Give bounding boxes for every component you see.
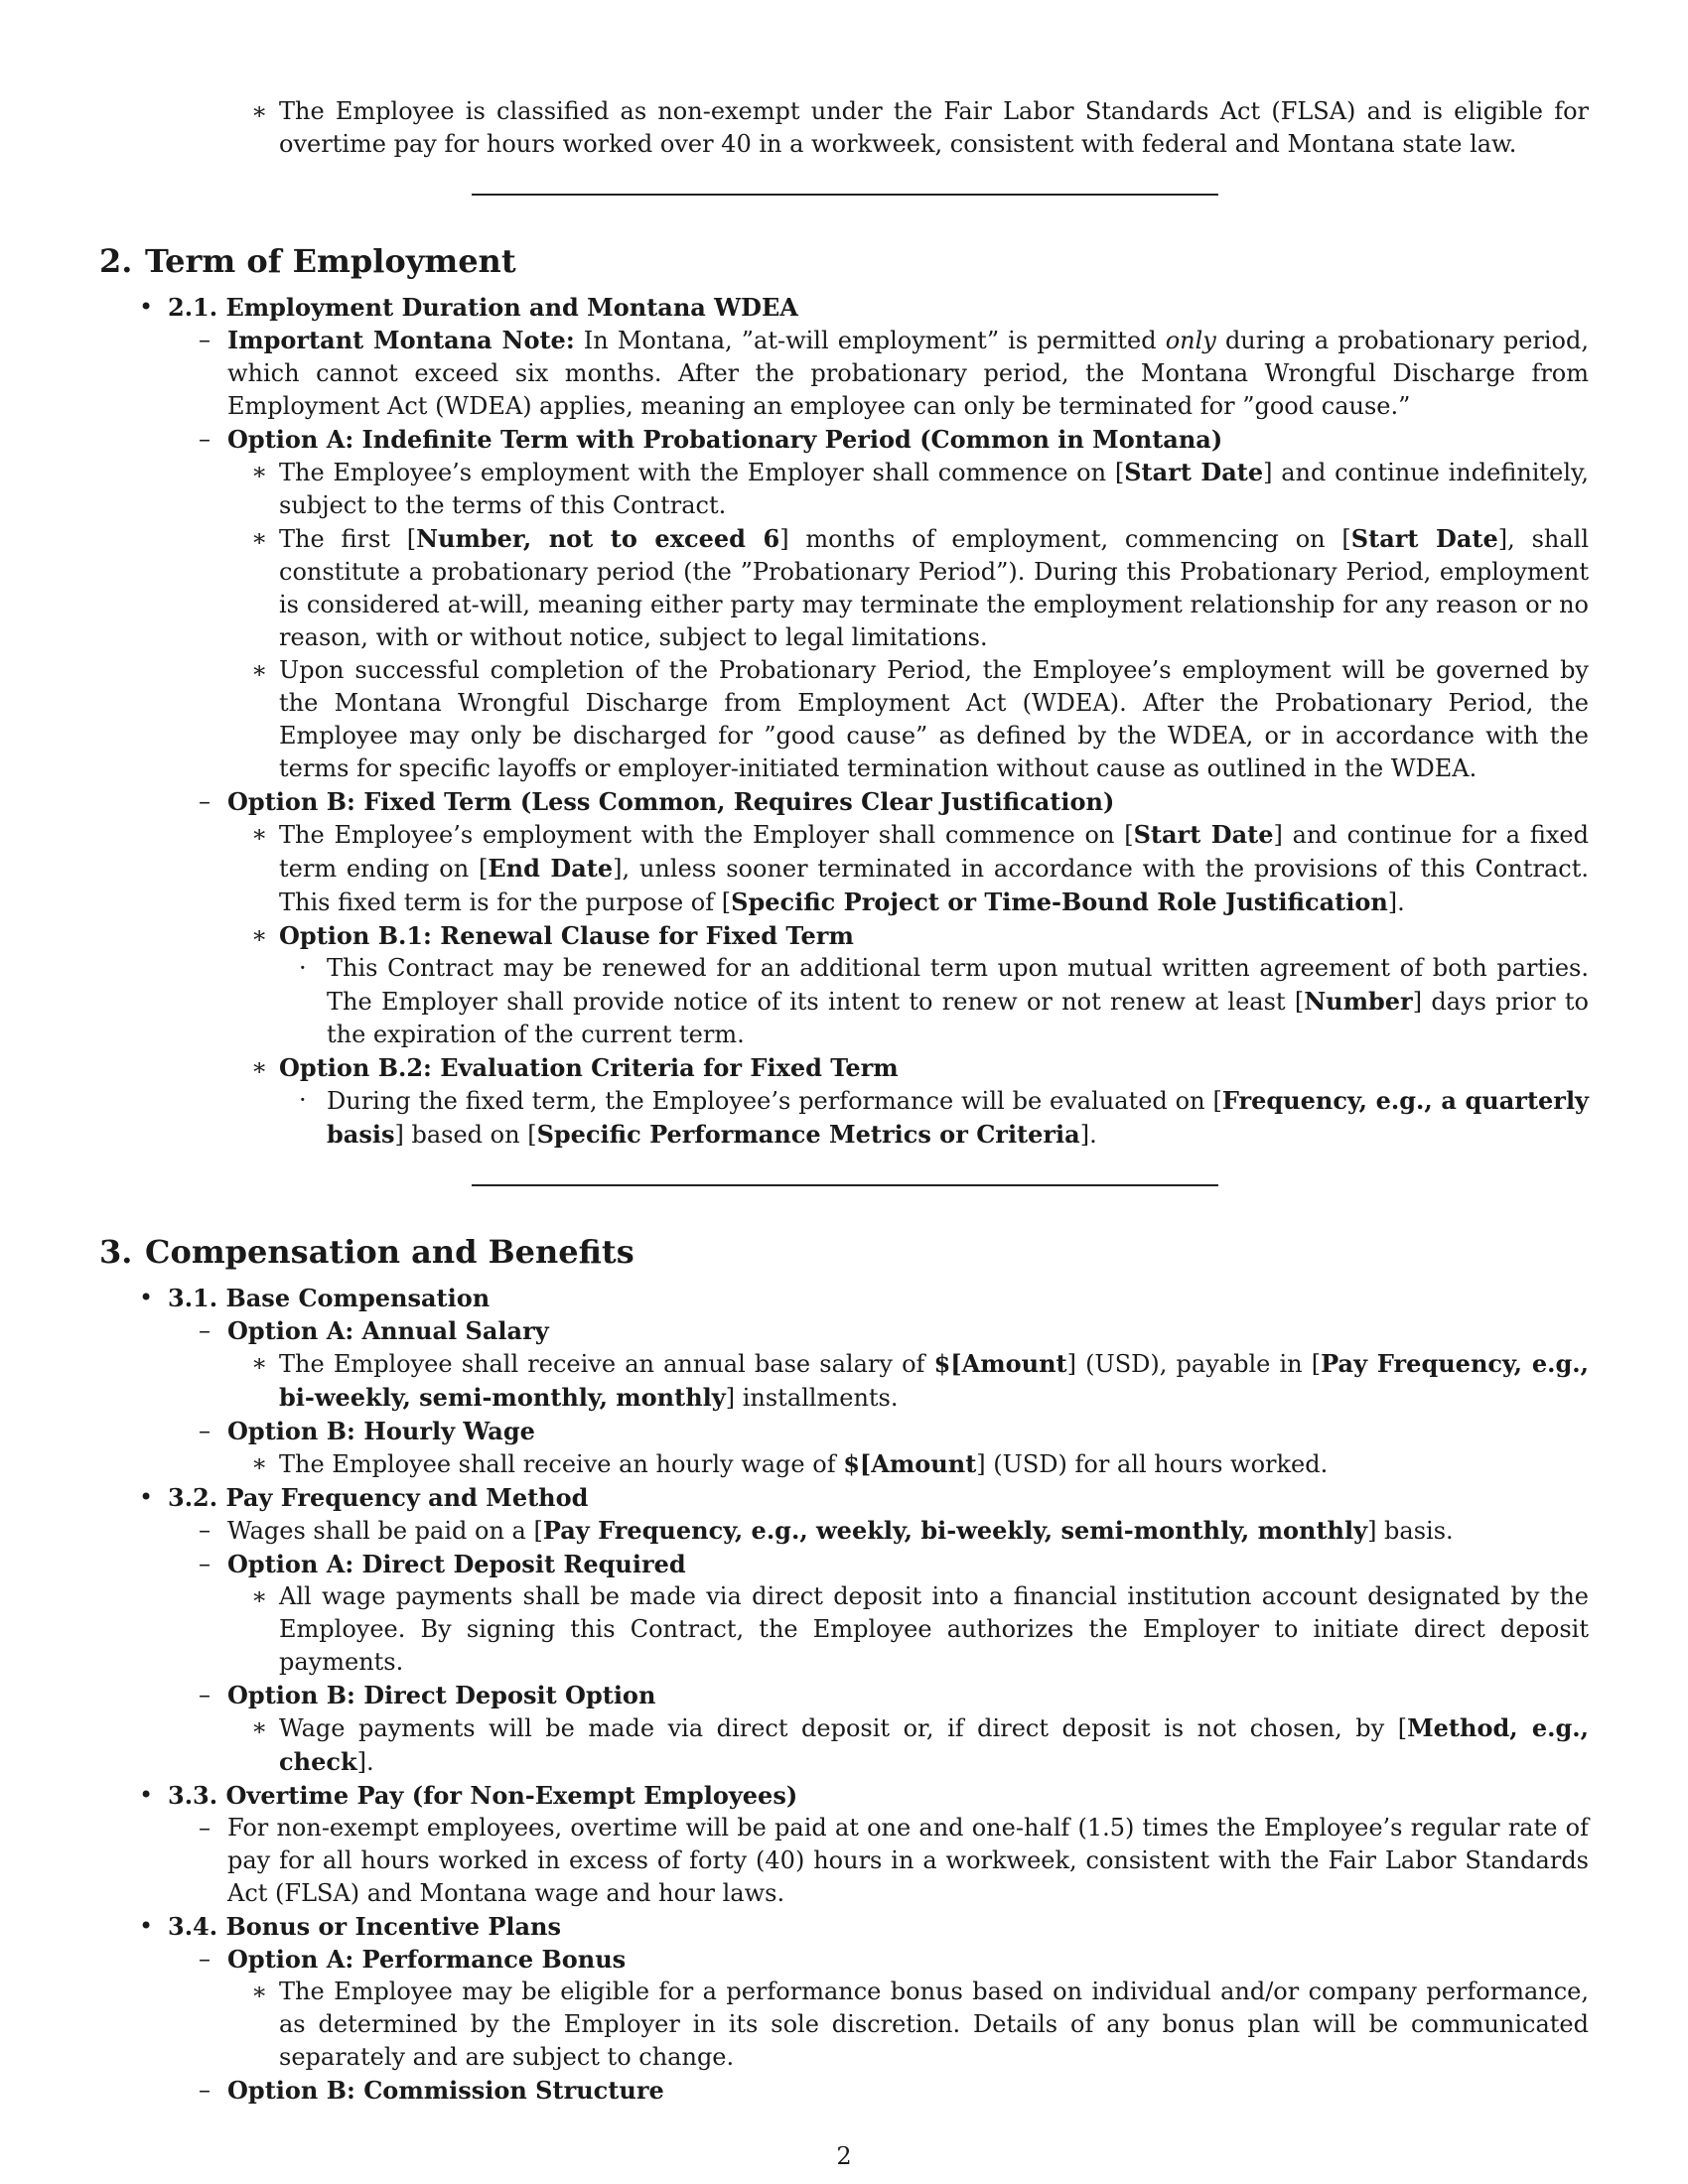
clause-text: ] based on [ — [394, 1121, 537, 1149]
note-text: during a probationary period, which cannot exceed six months. After the probationary period, the Montana Wrongful Discharge from Employment Act (WDEA) applies, meaning an employee can only be terminated for ”good cause.” — [227, 327, 1590, 420]
dash-marker: – — [199, 1516, 211, 1544]
clause-text: ]. — [356, 1748, 374, 1776]
list-item — [99, 522, 1589, 654]
star-marker: ∗ — [251, 1713, 268, 1741]
option-title: Option A: Direct Deposit Required — [227, 1550, 686, 1578]
page-number: 2 — [836, 2142, 852, 2170]
option-title: Option B: Fixed Term (Less Common, Requires Clear Justification) — [227, 787, 1115, 816]
subsection-title: 2.1. Employment Duration and Montana WDEA — [168, 293, 798, 322]
placeholder-field: Start Date — [1124, 458, 1264, 486]
placeholder-field: Start Date — [1350, 524, 1498, 553]
subsection-heading — [99, 1481, 1589, 1514]
clause-text: The Employee shall receive an hourly wage of — [279, 1450, 844, 1478]
clause-text: This Contract may be renewed for an additional term upon mutual written agreement of both parties. The Employer shall provide notice of its intent to renew or not renew at least [ — [327, 954, 1589, 1016]
section-divider — [472, 1184, 1218, 1186]
bullet-marker: • — [139, 1912, 154, 1940]
option-title: Option B: Commission Structure — [227, 2076, 664, 2105]
list-item — [99, 1347, 1589, 1415]
section-title: Term of Employment — [145, 242, 516, 280]
option-heading — [99, 1051, 1589, 1084]
option-heading — [99, 1548, 1589, 1580]
dot-marker: · — [299, 1086, 307, 1114]
star-marker: ∗ — [251, 524, 268, 552]
placeholder-field: Start Date — [1133, 820, 1274, 849]
clause-text: ] installments. — [725, 1384, 899, 1412]
section-number: 2. — [99, 242, 133, 280]
emphasis-text: only — [1165, 327, 1216, 354]
clause-text: ], unless sooner terminated in accordance with the provisions of this Contract. This fixed term is for the purpose of [ — [279, 855, 1589, 916]
clause-text: ]. — [1387, 888, 1405, 916]
list-item — [99, 1084, 1589, 1152]
clause-text: ] (USD) for all hours worked. — [976, 1450, 1329, 1478]
clause-text: Upon successful completion of the Probationary Period, the Employee’s employment will be governed by the Montana Wrongful Discharge from Employment Act (WDEA). After the Probationary Period, the Employee may only be discharged for ”good cause” as defined by the WDEA, or in accordance with the terms for specific layoffs or employer-initiated termination without cause as outlined in the WDEA. — [279, 656, 1589, 782]
star-marker: ∗ — [251, 1053, 268, 1081]
clause-text: Wages shall be paid on a [ — [227, 1517, 543, 1545]
subsection-heading — [99, 1282, 1589, 1314]
list-item — [99, 1711, 1589, 1779]
subsection-heading — [99, 1910, 1589, 1943]
clause-text: ] and continue for a fixed term ending on [ — [279, 821, 1589, 883]
star-marker: ∗ — [251, 1349, 268, 1377]
clause-text: The Employee’s employment with the Employer shall commence on [ — [279, 459, 1125, 486]
note-text: In Montana, ”at-will employment” is permitted — [574, 327, 1166, 354]
clause-text: The Employee may be eligible for a performance bonus based on individual and/or company performance, as determined by the Employer in its sole discretion. Details of any bonus plan will be communicated separately and are subject to change. — [279, 1978, 1589, 2071]
section-title: Compensation and Benefits — [145, 1233, 634, 1271]
placeholder-field: Pay Frequency, e.g., bi-weekly, semi-monthly, monthly — [279, 1349, 1590, 1412]
section-divider — [472, 194, 1218, 196]
section-number: 3. — [99, 1233, 133, 1271]
dash-marker: – — [199, 2076, 211, 2104]
bullet-marker: • — [139, 1483, 154, 1511]
section-heading — [99, 1232, 1589, 1272]
option-heading — [99, 1314, 1589, 1347]
subsection-title: 3.3. Overtime Pay (for Non-Exempt Employees) — [168, 1781, 798, 1810]
star-marker: ∗ — [251, 458, 268, 485]
subsection-heading — [99, 291, 1589, 324]
star-marker: ∗ — [251, 656, 268, 684]
clause-text: Wage payments will be made via direct deposit or, if direct deposit is not chosen, by [ — [279, 1714, 1408, 1742]
subsection-title: 3.2. Pay Frequency and Method — [168, 1483, 589, 1512]
star-marker: ∗ — [251, 97, 268, 125]
dash-marker: – — [199, 1316, 211, 1344]
option-title: Option A: Indefinite Term with Probationary Period (Common in Montana) — [227, 425, 1223, 454]
section-heading — [99, 241, 1589, 281]
dash-marker: – — [199, 425, 211, 453]
placeholder-field: Method, e.g., check — [279, 1713, 1589, 1776]
option-heading — [99, 423, 1589, 456]
placeholder-field: Number, not to exceed 6 — [416, 524, 780, 553]
bullet-marker: • — [139, 293, 154, 321]
placeholder-field: $[Amount — [843, 1449, 977, 1478]
clause-text: The Employee shall receive an annual base salary of — [279, 1350, 934, 1378]
placeholder-field: Frequency, e.g., a quarterly basis — [327, 1086, 1590, 1149]
clause-text: ] days prior to the expiration of the current term. — [327, 988, 1589, 1048]
dash-marker: – — [199, 787, 211, 815]
bullet-marker: • — [139, 1284, 154, 1311]
list-item — [99, 1812, 1589, 1910]
star-marker: ∗ — [251, 921, 268, 949]
list-item — [99, 456, 1589, 522]
star-marker: ∗ — [251, 1449, 268, 1477]
subsection-title: 3.1. Base Compensation — [168, 1284, 491, 1312]
option-title: Option A: Performance Bonus — [227, 1945, 627, 1974]
option-title: Option B: Hourly Wage — [227, 1417, 535, 1445]
option-heading — [99, 785, 1589, 818]
document-body — [99, 95, 1589, 2107]
clause-text: During the fixed term, the Employee’s performance will be evaluated on [ — [327, 1087, 1222, 1115]
option-title: Option B.1: Renewal Clause for Fixed Term — [279, 921, 854, 950]
star-marker: ∗ — [251, 820, 268, 848]
option-title: Option A: Annual Salary — [227, 1316, 549, 1345]
bullet-marker: • — [139, 1781, 154, 1809]
dash-marker: – — [199, 1550, 211, 1577]
clause-text: ] (USD), payable in [ — [1066, 1350, 1322, 1378]
dot-marker: · — [299, 954, 307, 982]
star-marker: ∗ — [251, 1978, 268, 2005]
placeholder-field: End Date — [488, 854, 614, 883]
list-item — [99, 952, 1589, 1051]
placeholder-field: Specific Performance Metrics or Criteria — [536, 1120, 1080, 1149]
placeholder-field: Pay Frequency, e.g., weekly, bi-weekly, semi-monthly, monthly — [542, 1516, 1368, 1545]
list-item — [99, 1976, 1589, 2074]
list-item — [99, 654, 1589, 785]
clause-text: ] months of employment, commencing on [ — [779, 525, 1351, 553]
dash-marker: – — [199, 1681, 211, 1708]
placeholder-field: $[Amount — [933, 1349, 1067, 1378]
dash-marker: – — [199, 1814, 211, 1842]
flsa-classification-text: The Employee is classified as non-exempt under the Fair Labor Standards Act (FLSA) and is eligible for overtime pay for hours worked over 40 in a workweek, consistent with federal and Montana state law. — [279, 97, 1589, 158]
option-heading — [99, 1679, 1589, 1711]
star-marker: ∗ — [251, 1582, 268, 1610]
list-item — [99, 95, 1589, 161]
clause-text: ], shall constitute a probationary period (the ”Probationary Period”). During this Probationary Period, employment is considered at-will, meaning either party may terminate the employment relationship for any reason or no reason, with or without notice, subject to legal limitations. — [279, 525, 1590, 651]
option-title: Option B: Direct Deposit Option — [227, 1681, 656, 1709]
subsection-title: 3.4. Bonus or Incentive Plans — [168, 1912, 561, 1941]
dash-marker: – — [199, 1417, 211, 1444]
clause-text: For non-exempt employees, overtime will be paid at one and one-half (1.5) times the Employee’s regular rate of pay for all hours worked in excess of forty (40) hours in a workweek, consistent with the Fair Labor Standards Act (FLSA) and Montana wage and hour laws. — [227, 1814, 1589, 1907]
option-heading — [99, 1943, 1589, 1976]
placeholder-field: Number — [1304, 987, 1413, 1016]
clause-text: The Employee’s employment with the Employer shall commence on [ — [279, 821, 1134, 849]
list-item — [99, 1447, 1589, 1481]
list-item — [99, 1580, 1589, 1679]
montana-note — [99, 324, 1589, 423]
placeholder-field: Specific Project or Time-Bound Role Justification — [731, 887, 1388, 916]
option-heading — [99, 919, 1589, 952]
dash-marker: – — [199, 326, 211, 353]
list-item — [99, 818, 1589, 919]
option-title: Option B.2: Evaluation Criteria for Fixed Term — [279, 1053, 899, 1082]
subsection-heading — [99, 1779, 1589, 1812]
option-heading — [99, 1415, 1589, 1447]
clause-text: ]. — [1079, 1121, 1097, 1149]
option-heading — [99, 2074, 1589, 2107]
clause-text: ] basis. — [1367, 1517, 1454, 1545]
clause-text: The first [ — [279, 525, 417, 553]
clause-text: All wage payments shall be made via direct deposit into a financial institution account designated by the Employee. By signing this Contract, the Employee authorizes the Employer to initiate direct deposit payments. — [279, 1582, 1589, 1676]
dash-marker: – — [199, 1945, 211, 1973]
list-item — [99, 1514, 1589, 1548]
note-label: Important Montana Note: — [227, 326, 575, 354]
clause-text: ] and continue indefinitely, subject to the terms of this Contract. — [279, 459, 1589, 519]
